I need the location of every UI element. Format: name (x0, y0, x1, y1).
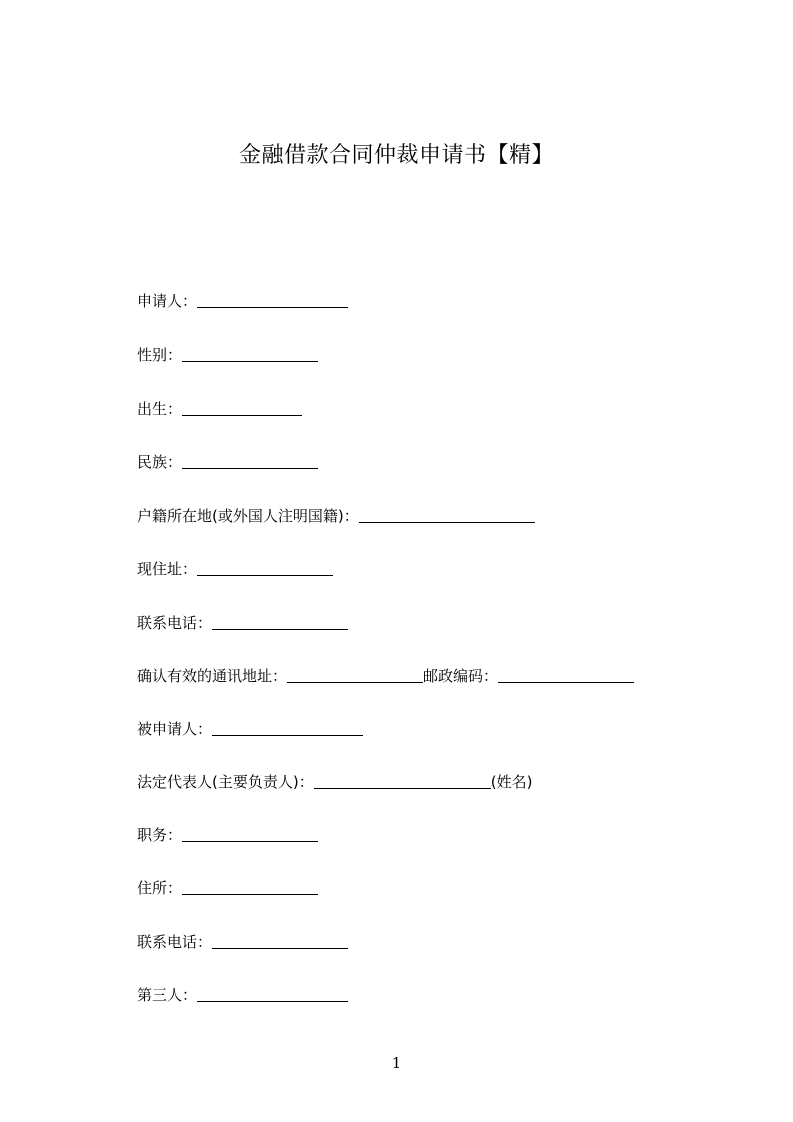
household-row (137, 505, 535, 527)
address-row (137, 558, 333, 580)
gender-row (137, 344, 318, 366)
mail-address-row (137, 665, 634, 687)
applicant-row (137, 290, 348, 312)
mail-address-label: 确认有效的通讯地址： (137, 667, 288, 685)
applicant-label: 申请人： (137, 292, 198, 310)
legal-rep-blank[interactable] (314, 772, 491, 789)
birth-label: 出生： (137, 400, 183, 418)
birth-blank[interactable] (182, 399, 302, 416)
postcode-blank[interactable] (498, 666, 634, 683)
respondent-label: 被申请人： (137, 720, 213, 738)
ethnicity-row (137, 451, 318, 473)
address-blank[interactable] (197, 559, 333, 576)
mail-address-blank[interactable] (287, 666, 423, 683)
birth-row (137, 398, 302, 420)
household-blank[interactable] (359, 506, 535, 523)
household-label: 户籍所在地(或外国人注明国籍)： (137, 507, 359, 525)
legal-rep-label: 法定代表人(主要负责人)： (137, 773, 314, 791)
phone-blank[interactable] (212, 613, 348, 630)
position-blank[interactable] (182, 825, 318, 842)
legal-rep-row (137, 771, 532, 793)
document-title: 金融借款合同仲裁申请书【精】 (238, 143, 554, 168)
page-number: 1 (391, 1054, 402, 1072)
address-label: 现住址： (137, 560, 198, 578)
legal-rep-suffix: (姓名) (490, 773, 533, 791)
third-party-row (137, 984, 348, 1006)
respondent-row (137, 718, 363, 740)
residence-row (137, 877, 318, 899)
phone2-label: 联系电话： (137, 933, 213, 951)
residence-label: 住所： (137, 879, 183, 897)
postcode-label: 邮政编码： (423, 667, 499, 685)
residence-blank[interactable] (182, 878, 318, 895)
position-label: 职务： (137, 826, 183, 844)
third-party-label: 第三人： (137, 986, 198, 1004)
third-party-blank[interactable] (197, 985, 348, 1002)
respondent-blank[interactable] (212, 719, 363, 736)
phone2-row (137, 931, 348, 953)
applicant-blank[interactable] (197, 291, 348, 308)
position-row (137, 824, 318, 846)
phone-row (137, 612, 348, 634)
ethnicity-blank[interactable] (182, 452, 318, 469)
phone-label: 联系电话： (137, 614, 213, 632)
ethnicity-label: 民族： (137, 453, 183, 471)
phone2-blank[interactable] (212, 932, 348, 949)
gender-label: 性别： (137, 346, 183, 364)
gender-blank[interactable] (182, 345, 318, 362)
